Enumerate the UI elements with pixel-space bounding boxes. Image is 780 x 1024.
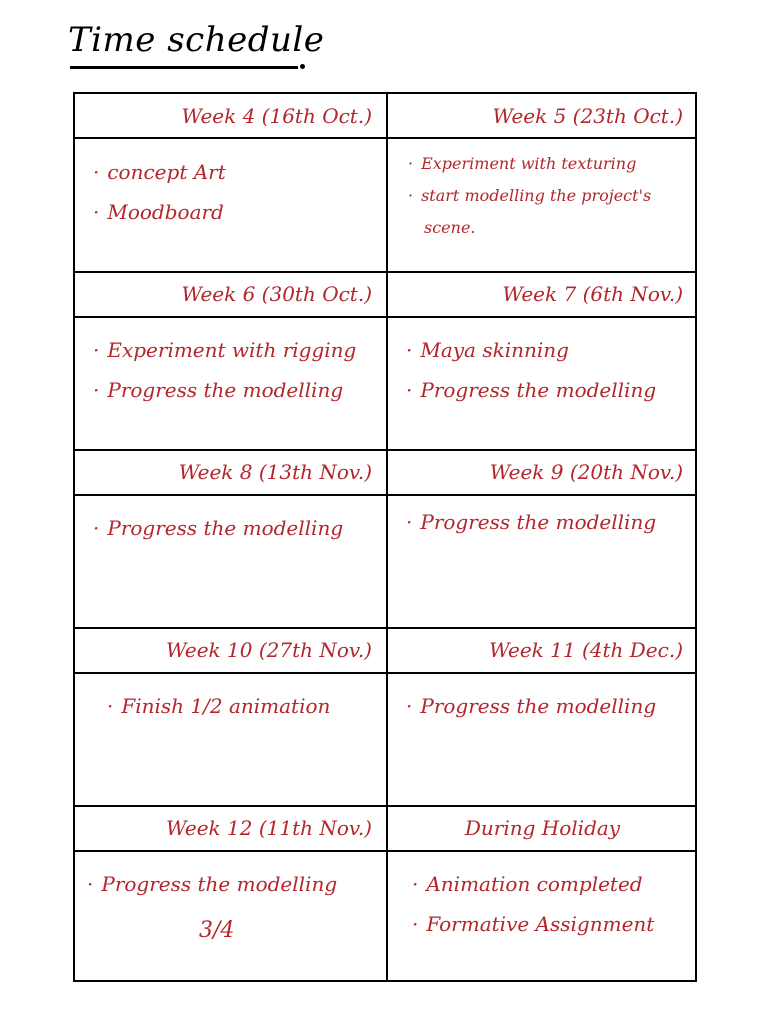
list-item: · Finish 1/2 animation	[107, 694, 331, 718]
cell-heading: Week 9 (20th Nov.)	[489, 460, 683, 484]
list-item: · Progress the modelling	[87, 872, 338, 896]
list-item: · Animation completed	[412, 872, 643, 896]
schedule-cell-week-5	[388, 94, 697, 271]
schedule-cell-week-10	[75, 628, 386, 805]
list-item: · Progress the modelling	[93, 378, 344, 402]
list-item: · Maya skinning	[406, 338, 569, 362]
list-item: · Progress the modelling	[93, 516, 344, 540]
schedule-cell-week-12	[75, 806, 386, 980]
title-underline	[70, 66, 298, 69]
list-item: · Progress the modelling	[406, 694, 657, 718]
list-item: · Formative Assignment	[412, 912, 655, 936]
list-item: · concept Art	[93, 160, 226, 184]
schedule-cell-week-7	[388, 272, 697, 449]
cell-heading: Week 11 (4th Dec.)	[489, 638, 683, 662]
schedule-cell-during-holiday	[388, 806, 697, 980]
cell-heading: Week 12 (11th Nov.)	[165, 816, 372, 840]
schedule-cell-week-9	[388, 450, 697, 627]
list-item: · Progress the modelling	[406, 510, 657, 534]
schedule-cell-week-11	[388, 628, 697, 805]
schedule-table	[73, 92, 697, 982]
cell-heading: Week 8 (13th Nov.)	[178, 460, 372, 484]
cell-heading: Week 4 (16th Oct.)	[181, 104, 372, 128]
list-item: scene.	[424, 218, 476, 237]
list-item: · Progress the modelling	[406, 378, 657, 402]
progress-fraction-note: 3/4	[199, 918, 235, 943]
list-item: · Experiment with texturing	[408, 154, 637, 173]
cell-heading: Week 5 (23th Oct.)	[492, 104, 683, 128]
cell-heading: During Holiday	[464, 816, 621, 840]
list-item: · Moodboard	[93, 200, 224, 224]
schedule-cell-week-4	[75, 94, 386, 271]
list-item: · start modelling the project's	[408, 186, 652, 205]
page-title: Time schedule	[68, 20, 325, 60]
cell-heading: Week 10 (27th Nov.)	[165, 638, 372, 662]
cell-heading: Week 6 (30th Oct.)	[181, 282, 372, 306]
schedule-cell-week-6	[75, 272, 386, 449]
list-item: · Experiment with rigging	[93, 338, 357, 362]
cell-heading: Week 7 (6th Nov.)	[502, 282, 683, 306]
schedule-cell-week-8	[75, 450, 386, 627]
title-period	[300, 64, 305, 69]
